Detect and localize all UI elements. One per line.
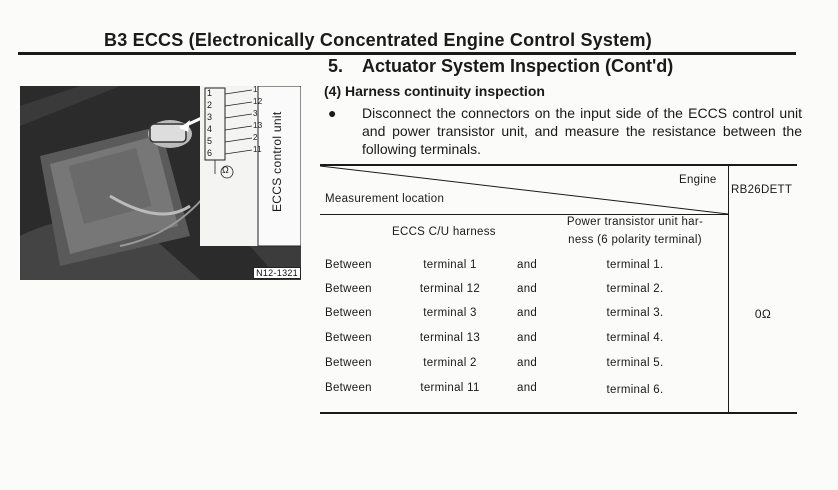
column-header-eccs-cu: ECCS C/U harness <box>392 226 496 238</box>
row-1-cu-terminal: terminal 1 <box>423 259 477 271</box>
row-1-and: and <box>517 259 538 271</box>
row-1-between: Between <box>325 259 372 271</box>
table-header-diagonal <box>320 166 728 214</box>
connector-pin-right-3: 3 <box>253 109 258 118</box>
row-6-and: and <box>517 382 538 394</box>
table-bottom-rule <box>320 412 797 414</box>
row-2-cu-terminal: terminal 12 <box>419 283 481 295</box>
row-3-cu-terminal: terminal 3 <box>423 307 477 319</box>
row-4-between: Between <box>325 332 372 344</box>
table-column-divider <box>728 166 729 412</box>
row-2-between: Between <box>325 283 372 295</box>
connector-pin-right-11: 11 <box>253 145 262 154</box>
row-1-ptu-terminal: terminal 1. <box>606 259 664 271</box>
table-header-engine: Engine <box>679 174 717 186</box>
section-title-text: Actuator System Inspection (Cont'd) <box>362 56 674 76</box>
column-header-ptu-line1: Power transistor unit har- <box>566 216 704 228</box>
figure-code: N12-1321 <box>253 267 301 279</box>
instruction-text: Disconnect the connectors on the input side of the ECCS control unit and power transistor unit, and measure the resistance between the following terminals. <box>362 105 802 157</box>
connector-pin-left-3: 3 <box>207 112 213 122</box>
instruction-item <box>322 104 802 158</box>
row-3-and: and <box>517 307 538 319</box>
row-4-ptu-terminal: terminal 4. <box>606 332 664 344</box>
page-header-title: B3 ECCS (Electronically Concentrated Engine Control System) <box>104 30 652 50</box>
connector-pin-right-1: 1 <box>253 86 258 94</box>
resistance-value: 0Ω <box>754 307 772 321</box>
row-4-cu-terminal: terminal 13 <box>419 332 481 344</box>
row-3-ptu-terminal: terminal 3. <box>606 307 664 319</box>
row-2-ptu-terminal: terminal 2. <box>606 283 664 295</box>
table-header-rule <box>320 214 728 215</box>
row-5-between: Between <box>325 357 372 369</box>
row-3-between: Between <box>325 307 372 319</box>
connector-pin-right-12: 12 <box>253 97 263 106</box>
row-4-and: and <box>517 332 538 344</box>
connector-pin-left-6: 6 <box>207 148 213 158</box>
engine-bay-photo-image <box>20 86 301 280</box>
connector-pin-left-4: 4 <box>207 124 213 134</box>
row-5-cu-terminal: terminal 2 <box>423 357 477 369</box>
connector-pin-left-1: 1 <box>207 88 213 98</box>
header-rule <box>18 52 796 55</box>
row-5-and: and <box>517 357 538 369</box>
row-6-ptu-terminal: terminal 6. <box>606 384 664 396</box>
row-2-and: and <box>517 283 538 295</box>
subsection-title: (4) Harness continuity inspection <box>324 83 545 99</box>
section-number: 5. <box>328 56 344 76</box>
connector-pin-right-13: 13 <box>253 121 263 130</box>
connector-pin-left-5: 5 <box>207 136 213 146</box>
connector-pin-left-2: 2 <box>207 100 213 110</box>
section-title <box>328 56 673 77</box>
ohmmeter-icon: Ω <box>222 165 230 175</box>
table-header-location: Measurement location <box>325 193 445 205</box>
row-5-ptu-terminal: terminal 5. <box>606 357 664 369</box>
row-6-between: Between <box>325 382 372 394</box>
column-header-ptu-line2: ness (6 polarity terminal) <box>568 234 702 246</box>
control-unit-label: ECCS control unit <box>270 111 284 212</box>
row-6-cu-terminal: terminal 11 <box>420 382 480 394</box>
bullet-icon: ● <box>328 105 337 121</box>
table-header-model: RB26DETT <box>731 184 793 196</box>
connector-pin-right-2: 2 <box>253 133 258 142</box>
inspection-photo <box>20 86 301 280</box>
